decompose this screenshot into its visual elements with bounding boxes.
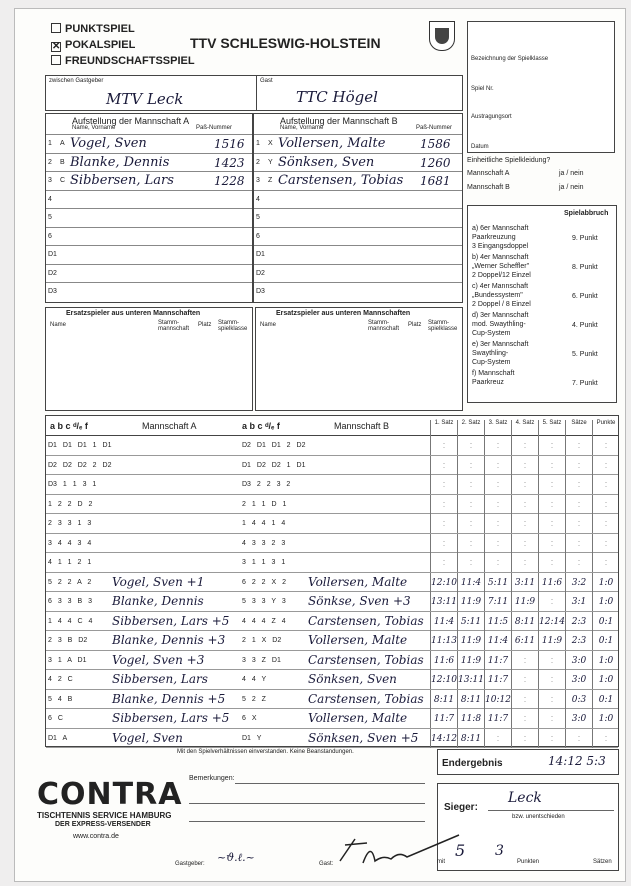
- lineup-row: D2: [46, 264, 252, 283]
- match-row: 3 1 A D1 Vogel, Sven +3 3 3 Z D1 Carstensen, Tobias 11:6 11:9 11:7 : : 3:0 1:0: [46, 651, 618, 671]
- player-b[interactable]: Sönksen, Sven: [308, 672, 397, 686]
- abort-rule: d) 3er Mannschaft mod. Swaythling- Cup-System 4. Punkt: [472, 312, 598, 337]
- set-cell[interactable]: 1:0: [592, 573, 619, 592]
- host-value[interactable]: MTV Leck: [106, 90, 184, 108]
- uniform-section: Einheitliche Spielkleidung? Mannschaft A ja / nein Mannschaft B ja / nein: [467, 157, 584, 191]
- set-cell[interactable]: :: [538, 651, 565, 670]
- set-cell[interactable]: 3:0: [565, 651, 592, 670]
- set-cell[interactable]: :: [511, 553, 538, 572]
- set-cell[interactable]: 11:6: [430, 651, 457, 670]
- set-cell[interactable]: :: [565, 495, 592, 514]
- set-cell[interactable]: 2:3: [565, 631, 592, 650]
- player-pass[interactable]: 1260: [420, 155, 451, 170]
- end-result-value[interactable]: 14:12 5:3: [548, 754, 606, 768]
- set-cell[interactable]: :: [592, 456, 619, 475]
- set-cell[interactable]: :: [457, 553, 484, 572]
- uniform-a-yes-no[interactable]: ja / nein: [559, 170, 584, 177]
- set-cell[interactable]: :: [565, 534, 592, 553]
- lineup-row: 2 B Blanke, Dennis 1423: [46, 153, 252, 172]
- set-cell[interactable]: :: [457, 436, 484, 455]
- set-header: 4. Satz: [511, 420, 538, 436]
- set-cell[interactable]: 8:11: [457, 690, 484, 709]
- final-score-a[interactable]: 5: [455, 841, 466, 860]
- remarks-label: Bemerkungen:: [189, 775, 235, 782]
- set-cell[interactable]: 11:7: [430, 709, 457, 728]
- host-signature-label: Gastgeber:: [175, 861, 205, 867]
- player-name[interactable]: Sibbersen, Lars: [70, 173, 174, 188]
- set-header: 2. Satz: [457, 420, 484, 436]
- set-cell[interactable]: 11:5: [484, 612, 511, 631]
- set-cell[interactable]: :: [511, 729, 538, 748]
- match-info-box: [467, 21, 615, 153]
- lineup-row: 5: [254, 208, 462, 227]
- player-a[interactable]: Vogel, Sven +3: [112, 652, 205, 667]
- set-cell[interactable]: :: [430, 534, 457, 553]
- set-cell[interactable]: :: [511, 436, 538, 455]
- set-cell[interactable]: 8:11: [457, 729, 484, 748]
- matches-box: [45, 415, 619, 747]
- player-b[interactable]: Sönksen, Sven +5: [308, 730, 419, 745]
- match-row: D1 A Vogel, Sven D1 Y Sönksen, Sven +5 14:12 8:11 : : : : :: [46, 729, 618, 749]
- player-name[interactable]: Blanke, Dennis: [70, 154, 170, 170]
- set-cell[interactable]: :: [538, 709, 565, 728]
- set-cell[interactable]: 11:9: [457, 592, 484, 611]
- field-class-label: Bezeichnung der Spielklasse: [471, 56, 549, 62]
- set-cell[interactable]: :: [511, 651, 538, 670]
- set-cell[interactable]: :: [511, 514, 538, 533]
- set-cell[interactable]: 11:7: [484, 709, 511, 728]
- set-header: 1. Satz: [430, 420, 457, 436]
- player-pass[interactable]: 1586: [420, 137, 451, 151]
- player-b[interactable]: Vollersen, Malte: [308, 711, 408, 725]
- lineup-row: 6: [46, 227, 252, 246]
- set-cell[interactable]: 0:3: [565, 690, 592, 709]
- set-cell[interactable]: 11:7: [484, 651, 511, 670]
- set-cell[interactable]: :: [430, 436, 457, 455]
- set-header: 3. Satz: [484, 420, 511, 436]
- set-header: 5. Satz: [538, 420, 565, 436]
- uniform-b-yes-no[interactable]: ja / nein: [559, 184, 584, 191]
- set-cell[interactable]: 14:12: [430, 729, 457, 748]
- set-cell[interactable]: 7:11: [484, 592, 511, 611]
- set-cell[interactable]: :: [457, 475, 484, 494]
- lineup-row: 3 C Sibbersen, Lars 1228: [46, 171, 252, 190]
- match-row: D3 1 1 3 1 D3 2 2 3 2 : : : : : : :: [46, 475, 618, 495]
- player-b[interactable]: Sönkse, Sven +3: [308, 594, 411, 608]
- abort-title: Spielabbruch: [564, 210, 609, 217]
- match-row: 5 2 2 A 2 Vogel, Sven +1 6 2 2 X 2 Vollersen, Malte 12:10 11:4 5:11 3:11 11:6 3:2 1:0: [46, 573, 618, 593]
- lineup-row: D3: [46, 282, 252, 301]
- set-cell[interactable]: 11:6: [538, 573, 565, 592]
- set-cell[interactable]: 11:8: [457, 709, 484, 728]
- set-cell[interactable]: :: [538, 553, 565, 572]
- set-cell[interactable]: 12:10: [430, 573, 457, 592]
- set-header: Sätze: [565, 420, 592, 436]
- set-cell[interactable]: 11:13: [430, 631, 457, 650]
- set-cell[interactable]: 8:11: [430, 690, 457, 709]
- player-b[interactable]: Carstensen, Tobias: [308, 691, 424, 706]
- set-cell[interactable]: :: [592, 495, 619, 514]
- field-date-label: Datum: [471, 144, 489, 150]
- set-cell[interactable]: :: [511, 456, 538, 475]
- lineup-row: 1 A Vogel, Sven 1516: [46, 134, 252, 153]
- set-cell[interactable]: :: [565, 729, 592, 748]
- abort-rule: e) 3er Mannschaft Swaythling- Cup-System 5. Punkt: [472, 341, 598, 366]
- set-cell[interactable]: :: [457, 495, 484, 514]
- set-cell[interactable]: :: [592, 534, 619, 553]
- match-type-options: [51, 21, 195, 69]
- set-cell[interactable]: :: [484, 495, 511, 514]
- set-cell[interactable]: 11:4: [484, 631, 511, 650]
- abort-rule: c) 4er Mannschaft „Bundessystem" 2 Doppel / 8 Einzel 6. Punkt: [472, 283, 598, 308]
- match-row: 3 4 4 3 4 4 3 3 2 3 : : : : : : :: [46, 534, 618, 554]
- lineup-row: D2: [254, 264, 462, 283]
- set-cell[interactable]: 3:11: [511, 573, 538, 592]
- match-row: 1 2 2 D 2 2 1 1 D 1 : : : : : : :: [46, 495, 618, 515]
- set-cell[interactable]: 13:11: [457, 670, 484, 689]
- set-cell[interactable]: 13:11: [430, 592, 457, 611]
- match-row: 6 3 3 B 3 Blanke, Dennis 5 3 3 Y 3 Sönkse, Sven +3 13:11 11:9 7:11 11:9 : 3:1 1:0: [46, 592, 618, 612]
- set-cell[interactable]: :: [592, 436, 619, 455]
- set-cell[interactable]: 11:4: [430, 612, 457, 631]
- match-row: 6 C Sibbersen, Lars +5 6 X Vollersen, Malte 11:7 11:8 11:7 : : 3:0 1:0: [46, 709, 618, 729]
- player-a[interactable]: Blanke, Dennis +5: [112, 691, 226, 706]
- set-cell[interactable]: :: [430, 553, 457, 572]
- match-row: 4 2 C Sibbersen, Lars 4 4 Y Sönksen, Sven 12:10 13:11 11:7 : : 3:0 1:0: [46, 670, 618, 690]
- lineup-row: D3: [254, 282, 462, 301]
- set-cell[interactable]: 0:1: [592, 690, 619, 709]
- set-cell[interactable]: :: [538, 670, 565, 689]
- player-a[interactable]: Blanke, Dennis +3: [112, 633, 226, 647]
- player-b[interactable]: Vollersen, Malte: [308, 633, 408, 647]
- contra-url: www.contra.de: [73, 833, 119, 840]
- set-cell[interactable]: :: [430, 495, 457, 514]
- set-cell[interactable]: :: [565, 475, 592, 494]
- match-row: 1 4 4 C 4 Sibbersen, Lars +5 4 4 4 Z 4 Carstensen, Tobias 11:4 5:11 11:5 8:11 12:14 2:3 0:1: [46, 612, 618, 632]
- set-cell[interactable]: :: [511, 475, 538, 494]
- player-name[interactable]: Vollersen, Malte: [278, 136, 386, 151]
- player-pass[interactable]: 1423: [214, 155, 245, 170]
- matches-header: a b c ᵈ/ₑ f Mannschaft A a b c ᵈ/ₑ f Mannschaft B 1. Satz 2. Satz 3. Satz 4. Satz 5. Satz Sätze Punkte: [46, 416, 618, 436]
- lineup-row: 1 X Vollersen, Malte 1586: [254, 134, 462, 153]
- set-cell[interactable]: :: [511, 709, 538, 728]
- set-cell[interactable]: :: [430, 514, 457, 533]
- set-cell[interactable]: 11:7: [484, 670, 511, 689]
- player-a[interactable]: Sibbersen, Lars +5: [112, 613, 230, 628]
- set-cell[interactable]: :: [511, 495, 538, 514]
- set-cell[interactable]: 5:11: [484, 573, 511, 592]
- set-cell[interactable]: 8:11: [511, 612, 538, 631]
- set-cell[interactable]: 10:12: [484, 690, 511, 709]
- set-cell[interactable]: :: [430, 456, 457, 475]
- field-game-number-label: Spiel Nr.: [471, 86, 494, 92]
- final-score-b[interactable]: 3: [495, 843, 504, 859]
- set-cell[interactable]: :: [565, 436, 592, 455]
- abort-rule: a) 6er Mannschaft Paarkreuzung 3 Eingangsdoppel 9. Punkt: [472, 225, 598, 250]
- set-cell[interactable]: 6:11: [511, 631, 538, 650]
- set-cell[interactable]: :: [538, 690, 565, 709]
- lineup-b-title: Aufstellung der Mannschaft B: [280, 116, 398, 126]
- set-cell[interactable]: 11:9: [511, 592, 538, 611]
- set-cell[interactable]: 1:0: [592, 592, 619, 611]
- set-cell[interactable]: :: [511, 690, 538, 709]
- lineup-row: 6: [254, 227, 462, 246]
- contra-logo: CONTRA: [37, 777, 183, 812]
- remarks-line[interactable]: [235, 783, 425, 784]
- set-cell[interactable]: :: [538, 475, 565, 494]
- set-cell[interactable]: :: [565, 514, 592, 533]
- set-cell[interactable]: :: [484, 553, 511, 572]
- set-cell[interactable]: 3:0: [565, 670, 592, 689]
- abort-rule: f) Mannschaft Paarkreuz 7. Punkt: [472, 370, 598, 387]
- host-label: zwischen Gastgeber: [49, 78, 104, 84]
- match-row: 4 1 1 2 1 3 1 1 3 1 : : : : : : :: [46, 553, 618, 573]
- set-cell[interactable]: :: [592, 729, 619, 748]
- player-a[interactable]: Sibbersen, Lars: [112, 672, 208, 686]
- set-cell[interactable]: :: [538, 592, 565, 611]
- match-row: D2 D2 D2 2 D2 D1 D2 D2 1 D1 : : : : : : :: [46, 456, 618, 476]
- set-cell[interactable]: :: [592, 553, 619, 572]
- player-name[interactable]: Sönksen, Sven: [278, 154, 375, 170]
- set-cell[interactable]: :: [538, 514, 565, 533]
- set-cell[interactable]: :: [457, 456, 484, 475]
- guest-label: Gast: [260, 78, 273, 84]
- set-cell[interactable]: :: [511, 670, 538, 689]
- host-signature[interactable]: ~ϑ.ℓ.~: [217, 851, 255, 864]
- set-cell[interactable]: :: [484, 436, 511, 455]
- set-cell[interactable]: 11:9: [457, 631, 484, 650]
- set-cell[interactable]: 3:0: [565, 709, 592, 728]
- set-cell[interactable]: 2:3: [565, 612, 592, 631]
- winner-value[interactable]: Leck: [508, 790, 542, 806]
- winner-box: Sieger: Leck bzw. unentschieden: [437, 783, 619, 871]
- set-cell[interactable]: :: [457, 534, 484, 553]
- set-cell[interactable]: 1:0: [592, 651, 619, 670]
- set-cell[interactable]: 12:14: [538, 612, 565, 631]
- lineup-row: 4: [46, 190, 252, 209]
- set-cell[interactable]: 1:0: [592, 709, 619, 728]
- lineup-row: 2 Y Sönksen, Sven 1260: [254, 153, 462, 172]
- teams-box: [45, 75, 463, 111]
- match-row: D1 D1 D1 1 D1 D2 D1 D1 2 D2 : : : : : : :: [46, 436, 618, 456]
- lineups-box: Aufstellung der Mannschaft A Name, Vorname Paß-Nummer Aufstellung der Mannschaft B Name, Vorname Paß-Nummer 1 A Vogel, Sven 1516 2 B Blanke, Dennis 1423 3 C Sibbersen, Lars 1228 4 5 6 D1 D2 D3 1 X Vollersen, Malte 1586 2 Y Sönksen, Sven 1260 3 Z Carstensen, Tobias 1681 4 5 6 D1 D2 D3: [45, 113, 463, 303]
- lineup-row: D1: [46, 245, 252, 264]
- set-cell[interactable]: :: [511, 534, 538, 553]
- lineup-row: 4: [254, 190, 462, 209]
- abort-rules-box: [467, 205, 617, 403]
- guest-signature-label: Gast:: [319, 861, 334, 867]
- set-cell[interactable]: 11:4: [457, 573, 484, 592]
- set-cell[interactable]: :: [484, 475, 511, 494]
- option-pokalspiel[interactable]: ✕ POKALSPIEL: [52, 39, 136, 52]
- player-a[interactable]: Blanke, Dennis: [112, 594, 204, 608]
- set-cell[interactable]: :: [592, 475, 619, 494]
- set-cell[interactable]: :: [484, 514, 511, 533]
- set-cell[interactable]: 0:1: [592, 631, 619, 650]
- match-row: 5 4 B Blanke, Dennis +5 5 2 Z Carstensen, Tobias 8:11 8:11 10:12 : : 0:3 0:1: [46, 690, 618, 710]
- option-punktspiel[interactable]: PUNKTSPIEL: [51, 21, 195, 37]
- agreement-text: Mit den Spielverhältnissen einverstanden. Keine Beanstandungen.: [177, 749, 354, 755]
- set-cell[interactable]: 11:9: [457, 651, 484, 670]
- lineup-row: D1: [254, 245, 462, 264]
- set-cell[interactable]: 3:1: [565, 592, 592, 611]
- set-cell[interactable]: :: [430, 475, 457, 494]
- coat-of-arms-icon: [429, 21, 455, 51]
- guest-signature[interactable]: [335, 831, 465, 871]
- player-b[interactable]: Vollersen, Malte: [308, 574, 408, 589]
- end-result-box: Endergebnis 14:12 5:3: [437, 749, 619, 775]
- player-pass[interactable]: 1516: [214, 137, 245, 151]
- set-cell[interactable]: 5:11: [457, 612, 484, 631]
- set-cell[interactable]: :: [538, 436, 565, 455]
- set-cell[interactable]: :: [484, 456, 511, 475]
- player-pass[interactable]: 1228: [214, 174, 245, 188]
- set-cell[interactable]: 1:0: [592, 670, 619, 689]
- set-cell[interactable]: :: [592, 514, 619, 533]
- set-cell[interactable]: :: [538, 729, 565, 748]
- set-header: Punkte: [592, 420, 619, 436]
- abort-rule: b) 4er Mannschaft „Werner Scheffler" 2 Doppel/12 Einzel 8. Punkt: [472, 254, 598, 279]
- lineup-row: 5: [46, 208, 252, 227]
- player-b[interactable]: Carstensen, Tobias: [308, 613, 424, 628]
- player-a[interactable]: Vogel, Sven: [112, 730, 183, 745]
- set-cell[interactable]: :: [565, 456, 592, 475]
- match-row: 2 3 3 1 3 1 4 4 1 4 : : : : : : :: [46, 514, 618, 534]
- set-cell[interactable]: 0:1: [592, 612, 619, 631]
- set-cell[interactable]: :: [484, 534, 511, 553]
- guest-value[interactable]: TTC Högel: [296, 88, 378, 106]
- player-b[interactable]: Carstensen, Tobias: [308, 652, 424, 667]
- set-cell[interactable]: :: [484, 729, 511, 748]
- set-cell[interactable]: :: [538, 534, 565, 553]
- set-cell[interactable]: :: [457, 514, 484, 533]
- set-cell[interactable]: 3:2: [565, 573, 592, 592]
- player-name[interactable]: Vogel, Sven: [70, 136, 147, 151]
- set-cell[interactable]: :: [565, 553, 592, 572]
- ersatz-b-box: Ersatzspieler aus unteren Mannschaften Name Stamm-mannschaft Platz Stamm-spielklasse: [255, 307, 463, 411]
- player-a[interactable]: Sibbersen, Lars +5: [112, 711, 230, 725]
- player-a[interactable]: Vogel, Sven +1: [112, 574, 205, 589]
- set-cell[interactable]: :: [538, 456, 565, 475]
- page-title: TTV SCHLESWIG-HOLSTEIN: [190, 35, 381, 51]
- set-cell[interactable]: :: [538, 495, 565, 514]
- option-freundschaftsspiel[interactable]: FREUNDSCHAFTSSPIEL: [51, 53, 195, 69]
- lineup-a-title: Aufstellung der Mannschaft A: [72, 116, 190, 126]
- score-sheet: PUNKTSPIEL ✕ POKALSPIEL FREUNDSCHAFTSSPIEL TTV SCHLESWIG-HOLSTEIN zwischen Gastgeber MTV Leck Gast TTC Högel Bezeichnung der Spielklasse Spiel Nr. Austragungsort Datum Einheitliche Spielkleidung? Mannschaft A ja / nein Mannschaft B ja / nein Spielabbruch a) 6er Mannschaft Paarkreuzung 3 Eingangsdoppel 9. Punkt b) 4er Mannschaft „Werner Scheffler" 2 Doppel/12 Einzel 8. Punkt c) 4er Mannschaft „Bundessystem" 2 Doppel / 8 Einzel 6. Punkt d) 3er Mannschaft mod. Swaythling- Cup-System 4. Punkt e) 3er Mannschaft Swaythling- Cup-System 5. Punkt f) Mannschaft Paarkreuz 7. Punkt Aufstellung der Mannschaft A Name, Vorname Paß-Nummer Aufstellung der Mannschaft B Name, Vorname Paß-Nummer 1 A Vogel, Sven 1516 2 B Blanke, Dennis 1423 3 C Sibbersen, Lars 1228 4 5 6 D1 D2 D3 1 X Vollersen, Malte 1586 2 Y Sönksen, Sven 1260 3 Z Carstensen, Tobias 1681 4 5 6 D1 D2 D3 Ersatzspieler aus unteren Mannschaften Name Stamm-mannschaft Platz Stamm-spielklasse Ersatzspieler aus unteren Mannschaften Name Stamm-mannschaft Platz Stamm-spielklasse a b c ᵈ/ₑ f Mannschaft A a b c ᵈ/ₑ f Mannschaft B 1. Satz 2. Satz 3. Satz 4. Satz 5. Satz Sätze Punkte D1 D1 D1 1 D1 D2 D1 D1 2 D2 : : : : : : : D2 D2 D2 2 D2 D1 D2 D2 1 D1 : : : : : : : D3 1 1 3 1 D3 2 2 3 2 : : : : : : : 1 2 2 D 2 2 1 1 D 1 : : : : : : : 2 3 3 1 3 1 4 4 1 4 : : : : : : : 3 4 4 3 4 4 3 3 2 3 : : : : : : : 4 1 1 2 1 3 1 1 3 1 : : : : : : : 5 2 2 A 2 Vogel, Sven +1 6 2 2 X 2 Vollersen, Malte 12:10 11:4 5:11 3:11 11:6 3:2 1:0 6 3 3 B 3 Blanke, Dennis 5 3 3 Y 3 Sönkse, Sven +3 13:11 11:9 7:11 11:9 : 3:1 1:0 1 4 4 C 4 Sibbersen, Lars +5 4 4 4 Z 4 Carstensen, Tobias 11:4 5:11 11:5 8:11 12:14 2:3 0:1 2 3 B D2 Blanke, Dennis +3 2 1 X D2 Vollersen, Malte 11:13 11:9 11:4 6:11 11:9 2:3 0:1 3 1 A D1 Vogel, Sven +3 3 3 Z D1 Carstensen, Tobias 11:6 11:9 11:7 : : 3:0 1:0 4 2 C Sibbersen, Lars 4 4 Y Sönksen, Sven 12:10 13:11 11:7 : : 3:0 1:0 5 4 B Blanke, Dennis +5 5 2 Z Carstensen, Tobias 8:11 8:11 10:12 : : 0:3 0:1 6 C Sibbersen, Lars +5 6 X Vollersen, Malte 11:7 11:8 11:7 : : 3:0 1:0 D1 A Vogel, Sven D1 Y Sönksen, Sven +5 14:12 8:11 : : : : : Mit den Spielverhältnissen einverstanden. Keine Beanstandungen. Endergebnis 14:12 5:3 CONTRA TISCHTENNIS SERVICE HAMBURG DER EXPRESS-VERSENDER www.contra.de Bemerkungen: Sieger: Leck bzw. unentschieden Gastgeber: ~ϑ.ℓ.~ Gast: mit 5 3 Punkten Sätzen: [14, 8, 626, 882]
- field-venue-label: Austragungsort: [471, 114, 512, 120]
- set-cell[interactable]: 12:10: [430, 670, 457, 689]
- lineup-row: 3 Z Carstensen, Tobias 1681: [254, 171, 462, 190]
- match-row: 2 3 B D2 Blanke, Dennis +3 2 1 X D2 Vollersen, Malte 11:13 11:9 11:4 6:11 11:9 2:3 0:1: [46, 631, 618, 651]
- ersatz-a-box: Ersatzspieler aus unteren Mannschaften Name Stamm-mannschaft Platz Stamm-spielklasse: [45, 307, 253, 411]
- set-cell[interactable]: 11:9: [538, 631, 565, 650]
- player-pass[interactable]: 1681: [420, 174, 451, 188]
- player-name[interactable]: Carstensen, Tobias: [278, 173, 404, 188]
